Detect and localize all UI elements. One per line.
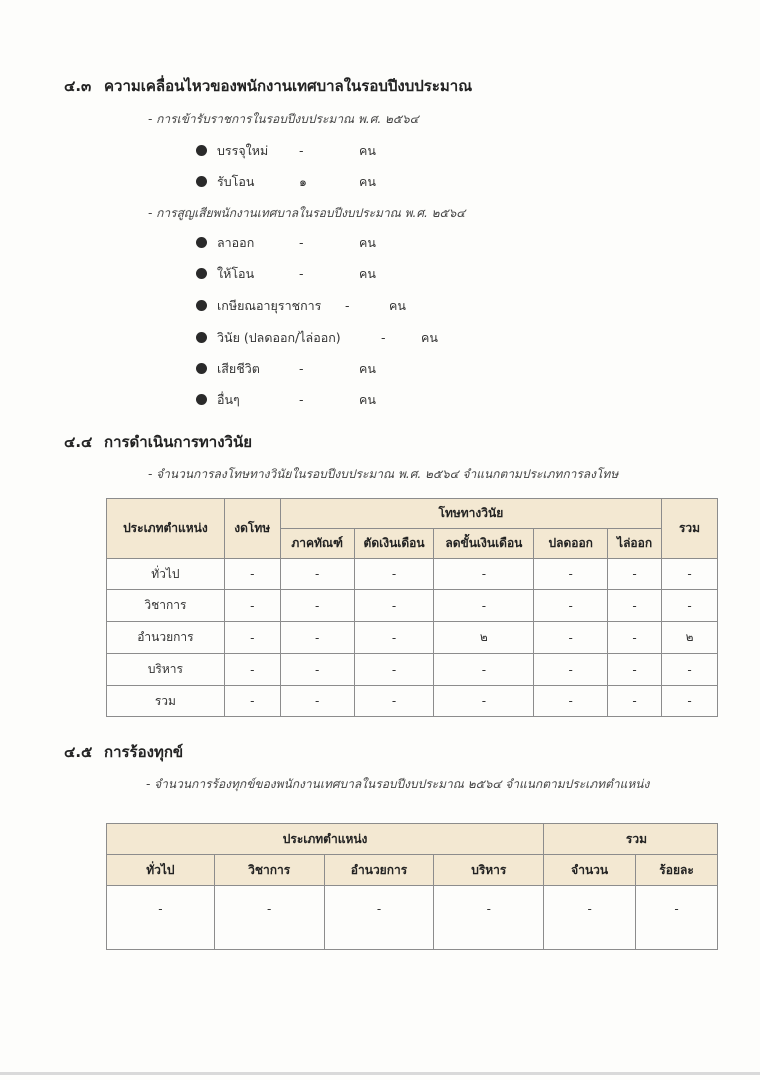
- list-item: รับโอน ๑ คน: [196, 172, 376, 190]
- table-row: รวม - - - - - - -: [107, 686, 718, 717]
- section-title: ความเคลื่อนไหวของพนักงานเทศบาลในรอบปีงบประมาณ: [104, 77, 473, 95]
- column-header: ตัดเงินเดือน: [354, 529, 434, 559]
- column-header: อำนวยการ: [324, 855, 434, 886]
- discipline-table: [106, 498, 718, 717]
- column-header: บริหาร: [434, 855, 544, 886]
- table-caption: - จำนวนการร้องทุกข์ของพนักงานเทศบาลในรอบปีงบประมาณ ๒๕๖๔ จำแนกตามประเภทตำแหน่ง: [146, 777, 650, 791]
- column-header: ประเภทตำแหน่ง: [107, 499, 225, 559]
- column-header: ทั่วไป: [107, 855, 215, 886]
- loss-label: - การสูญเสียพนักงานเทศบาลในรอบปีงบประมาณ พ.ศ. ๒๕๖๔: [148, 206, 466, 220]
- list-item: เกษียณอายุราชการ - คน: [196, 296, 406, 314]
- list-item: บรรจุใหม่ - คน: [196, 141, 376, 159]
- column-header: ปลดออก: [534, 529, 608, 559]
- section-number: ๔.๕: [64, 743, 93, 761]
- section-number: ๔.๓: [64, 77, 92, 95]
- page-bottom-edge: [0, 1072, 760, 1075]
- bullet-icon: [196, 300, 207, 311]
- section-4-5-heading: [64, 740, 183, 764]
- column-group-header: ประเภทตำแหน่ง: [107, 824, 544, 855]
- bullet-icon: [196, 237, 207, 248]
- column-header: ลดขั้นเงินเดือน: [434, 529, 534, 559]
- column-header: จำนวน: [544, 855, 636, 886]
- column-header: ไล่ออก: [608, 529, 662, 559]
- intake-label: - การเข้ารับราชการในรอบปีงบประมาณ พ.ศ. ๒๕๖๔: [148, 112, 419, 126]
- list-item: ลาออก - คน: [196, 233, 376, 251]
- table-row: อำนวยการ - - - ๒ - - ๒: [107, 622, 718, 654]
- list-item: อื่นๆ - คน: [196, 390, 376, 408]
- column-header: ร้อยละ: [636, 855, 718, 886]
- list-item: วินัย (ปลดออก/ไล่ออก) - คน: [196, 328, 438, 346]
- bullet-icon: [196, 363, 207, 374]
- table-row: วิชาการ - - - - - - -: [107, 590, 718, 622]
- column-header: ภาคทัณฑ์: [280, 529, 354, 559]
- column-header: รวม: [662, 499, 718, 559]
- table-row: บริหาร - - - - - - -: [107, 654, 718, 686]
- complaint-table: [106, 823, 718, 950]
- column-group-header: โทษทางวินัย: [280, 499, 661, 529]
- section-title: การร้องทุกข์: [104, 743, 184, 761]
- column-header: วิชาการ: [214, 855, 324, 886]
- section-4-4-heading: [64, 430, 252, 454]
- column-group-header: รวม: [544, 824, 718, 855]
- list-item: เสียชีวิต - คน: [196, 359, 376, 377]
- section-number: ๔.๔: [64, 433, 93, 451]
- bullet-icon: [196, 268, 207, 279]
- list-item: ให้โอน - คน: [196, 264, 376, 282]
- bullet-icon: [196, 394, 207, 405]
- table-row: - - - - - -: [107, 886, 718, 950]
- bullet-icon: [196, 332, 207, 343]
- bullet-icon: [196, 176, 207, 187]
- table-caption: - จำนวนการลงโทษทางวินัยในรอบปีงบประมาณ พ.ศ. ๒๕๖๔ จำแนกตามประเภทการลงโทษ: [148, 467, 619, 481]
- section-title: การดำเนินการทางวินัย: [104, 433, 253, 451]
- section-4-3-heading: [64, 74, 472, 98]
- table-row: ทั่วไป - - - - - - -: [107, 559, 718, 590]
- column-header: งดโทษ: [224, 499, 280, 559]
- bullet-icon: [196, 145, 207, 156]
